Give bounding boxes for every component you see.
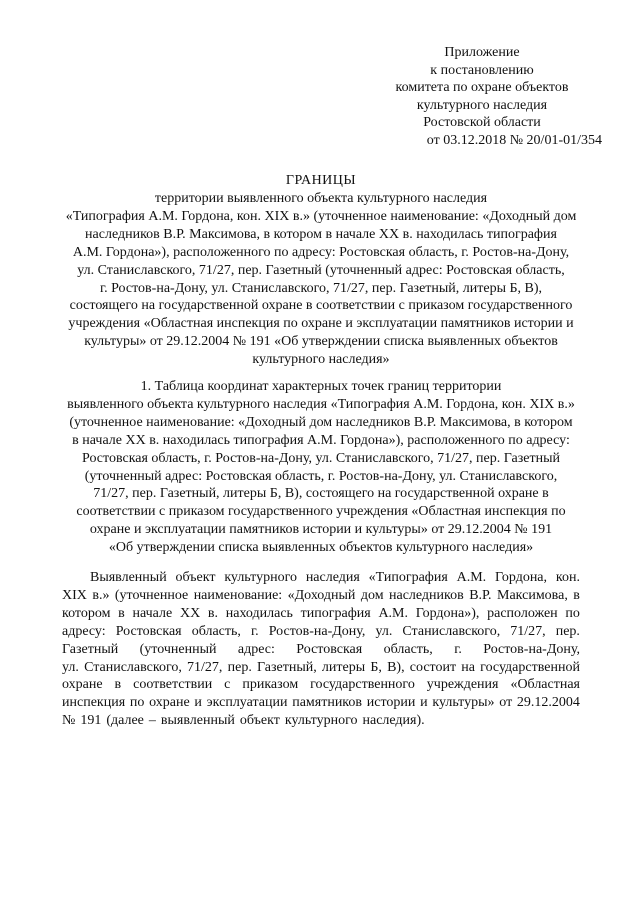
paragraph-word: наследия (305, 570, 360, 585)
section-line: охране и эксплуатации памятников истории и культуры» от 29.12.2004 № 191 (89, 522, 553, 538)
paragraph-word: котором (62, 605, 111, 621)
paragraph-word: (далее (106, 713, 144, 729)
paragraph-word: типография (300, 605, 371, 621)
subtitle-line: «Типография А.М. Гордона, кон. XIX в.» (уточненное наименование: «Доходный дом (65, 208, 577, 224)
paragraph-word: ул. (375, 623, 393, 639)
paragraph-word: в.» (92, 587, 110, 603)
paragraph-word: 191 (80, 713, 102, 729)
paragraph-word: А.М. (456, 570, 487, 585)
paragraph-word: дом (360, 587, 384, 603)
paragraph-line (62, 694, 580, 712)
paragraph-word: начале (132, 605, 173, 621)
section-line: (уточненное наименование: «Доходный дом наследников В.Р. Максимова, в котором (69, 414, 573, 430)
subtitle-line: состоящего на государственной охране в соответствии с приказом государственного (69, 298, 573, 314)
paragraph-word: Ростовская (115, 623, 182, 639)
body-paragraph (62, 569, 580, 730)
document-title: ГРАНИЦЫ (285, 173, 357, 188)
section-line: соответствии с приказом государственного учреждения «Областная инспекция по (76, 504, 566, 520)
paragraph-word: 71/27, (510, 623, 546, 639)
paragraph-word: государственной (480, 659, 580, 675)
paragraph-word: культуры» (432, 695, 495, 711)
section-line: в начале XX в. находилась типография А.М. Гордона»), расположенного по адресу: (72, 432, 570, 448)
paragraph-word: Гордона»), (415, 605, 480, 621)
paragraph-word: учреждения (426, 677, 499, 693)
paragraph-word: наименование: (193, 587, 283, 603)
paragraph-word: г. (454, 641, 462, 657)
paragraph-word: кон. (555, 570, 580, 585)
appendix-line: Ростовской области (423, 115, 541, 130)
paragraph-word: по (565, 605, 580, 621)
paragraph-line (62, 712, 580, 730)
section-line: 1. Таблица координат характерных точек границ территории (140, 379, 502, 394)
subtitle-line: территории выявленного объекта культурного наследия (154, 191, 488, 206)
section-line: «Об утверждении списка выявленных объектов культурного наследия» (108, 540, 534, 556)
section-line: 71/27, пер. Газетный, литеры Б, В), состоящего на государственной охране в (93, 486, 549, 502)
paragraph-word: находилась (225, 605, 293, 621)
paragraph-word: культурного (224, 570, 297, 585)
paragraph-word: памятников (292, 695, 363, 711)
paragraph-word: г. (250, 623, 259, 639)
document-subtitle (40, 190, 602, 369)
section-line: Ростовская область, г. Ростов-на-Дону, ул. Станиславского, 71/27, пер. Газетный (82, 450, 560, 466)
paragraph-word: Выявленный (90, 570, 167, 585)
paragraph-line (62, 659, 580, 677)
paragraph-word: наследия). (362, 713, 425, 729)
paragraph-word: с (224, 677, 231, 693)
paragraph-word: (уточненное (114, 587, 189, 603)
paragraph-word: объект (175, 570, 216, 585)
subtitle-line: г. Ростов-на-Дону, ул. Станиславского, 71/27, пер. Газетный, литеры Б, В), (99, 280, 543, 296)
subtitle-line: учреждения «Областная инспекция по охране и эксплуатации памятников истории и (68, 316, 574, 332)
paragraph-word: эксплуатации (206, 695, 288, 711)
paragraph-word: «Типография (368, 570, 448, 585)
paragraph-word: ул. (62, 659, 79, 675)
paragraph-word: 29.12.2004 (516, 695, 580, 711)
paragraph-word: и (420, 695, 428, 711)
paragraph-line (62, 569, 580, 587)
paragraph-word: культурного (284, 713, 358, 729)
paragraph-word: на (461, 659, 475, 675)
paragraph-word: приказом (242, 677, 299, 693)
paragraph-word: – (148, 713, 156, 729)
subtitle-line: наследников В.Р. Максимова, в котором в начале XX в. находилась типография (85, 226, 557, 242)
paragraph-word: Газетный, (257, 659, 317, 675)
appendix-line: комитета по охране объектов (395, 80, 569, 95)
paragraph-line (62, 641, 580, 659)
paragraph-line (62, 676, 580, 694)
section-line: (уточненный адрес: Ростовская область, г. Ростов-на-Дону, ул. Станиславского, (84, 468, 558, 484)
paragraph-word: расположен (487, 605, 558, 621)
paragraph-line (62, 587, 580, 605)
title-block (40, 172, 602, 369)
paragraph-line (62, 623, 580, 641)
paragraph-word: объект (239, 713, 280, 729)
paragraph-word: пер. (555, 623, 580, 639)
paragraph-word: № (62, 713, 76, 729)
paragraph-word: Станиславского, (84, 659, 182, 675)
paragraph-word: Гордона, (495, 570, 548, 585)
paragraph-word: «Областная (510, 677, 580, 693)
paragraph-word: Станиславского, (402, 623, 501, 639)
paragraph-word: Ростов-на-Дону, (483, 641, 580, 657)
paragraph-word: XX (179, 605, 201, 621)
paragraph-word: истории (366, 695, 416, 711)
appendix-line: к постановлению (430, 62, 534, 78)
paragraph-word: в. (207, 605, 219, 621)
paragraph-word: в (118, 605, 125, 621)
paragraph-word: литеры (321, 659, 366, 675)
paragraph-word: Ростовская (296, 641, 363, 657)
paragraph-word: Газетный (62, 641, 119, 657)
paragraph-word: область, (383, 641, 433, 657)
paragraph-word: инспекция (62, 695, 126, 711)
subtitle-line: культуры» от 29.12.2004 № 191 «Об утверждении списка выявленных объектов (84, 334, 558, 350)
paragraph-word: В.Р. (469, 587, 492, 603)
paragraph-word: выявленный (160, 713, 235, 729)
paragraph-word: по (129, 695, 145, 711)
paragraph-word: состоит (409, 659, 457, 675)
paragraph-word: в (114, 677, 122, 693)
paragraph-word: область, (191, 623, 241, 639)
paragraph-word: в (573, 587, 580, 603)
subtitle-line: А.М. Гордона»), расположенного по адресу: Ростовская область, г. Ростов-на-Дону, (72, 244, 570, 260)
section-1-heading (40, 378, 602, 557)
paragraph-word: 71/27, (187, 659, 223, 675)
paragraph-word: В), (387, 659, 405, 675)
paragraph-word: Ростов-на-Дону, (268, 623, 366, 639)
subtitle-line: ул. Станиславского, 71/27, пер. Газетный (уточненный адрес: Ростовская область, (77, 262, 565, 278)
appendix-line: культурного наследия (416, 97, 548, 113)
paragraph-word: А.М. (378, 605, 408, 621)
appendix-header (362, 44, 602, 149)
section-line: выявленного объекта культурного наследия «Типография А.М. Гордона, кон. XIX в.» (67, 396, 575, 412)
paragraph-word: Б, (370, 659, 382, 675)
paragraph-word: соответствии (133, 677, 213, 693)
appendix-line: Приложение (444, 45, 520, 60)
paragraph-word: охране (62, 677, 103, 693)
paragraph-word: адрес: (237, 641, 275, 657)
paragraph-word: государственного (310, 677, 415, 693)
paragraph-word: пер. (227, 659, 252, 675)
paragraph-line (62, 605, 580, 623)
paragraph-word: XIX (62, 587, 87, 603)
paragraph-word: Максимова, (497, 587, 568, 603)
appendix-line: от 03.12.2018 № 20/01-01/354 (426, 132, 602, 148)
paragraph-word: «Доходный (287, 587, 356, 603)
subtitle-line: культурного наследия» (252, 352, 390, 368)
paragraph-word: от (499, 695, 513, 711)
paragraph-word: наследников (389, 587, 464, 603)
paragraph-word: (уточненный (139, 641, 217, 657)
paragraph-word: и (194, 695, 202, 711)
paragraph-word: охране (149, 695, 190, 711)
paragraph-word: адресу: (62, 623, 106, 639)
